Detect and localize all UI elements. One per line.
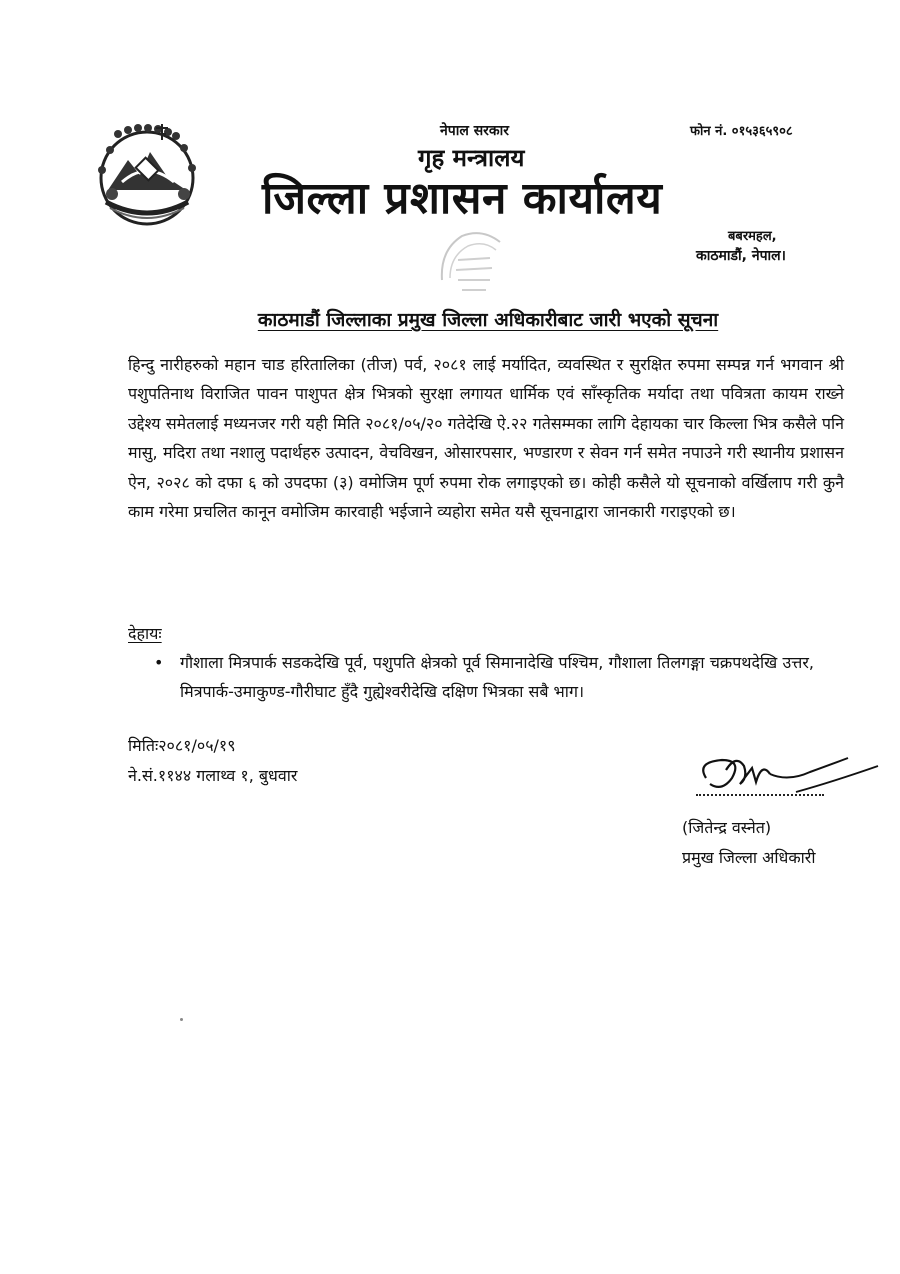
office-name: जिल्ला प्रशासन कार्यालय — [262, 173, 663, 224]
office-address-line1: बबरमहल, — [728, 229, 777, 244]
office-address-line2: काठमाडौं, नेपाल। — [696, 248, 786, 264]
faded-stamp-icon — [432, 220, 516, 304]
nepal-emblem-icon — [88, 120, 206, 232]
area-list — [150, 648, 814, 706]
scan-speck — [180, 1018, 183, 1021]
government-name: नेपाल सरकार — [440, 123, 510, 139]
ministry-name: गृह मन्त्रालय — [418, 144, 525, 172]
signature-icon — [692, 748, 882, 808]
list-item — [150, 648, 814, 706]
nepal-sambat-date: ने.सं.११४४ गलाथ्व १, बुधवार — [128, 766, 298, 785]
signature-line — [696, 794, 824, 796]
issue-date: मितिः२०८१/०५/१९ — [128, 736, 236, 755]
signer-name: (जितेन्द्र वस्नेत) — [682, 818, 772, 837]
signer-title: प्रमुख जिल्ला अधिकारी — [682, 848, 816, 867]
notice-title: काठमाडौं जिल्लाका प्रमुख जिल्ला अधिकारीबाट जारी भएको सूचना — [257, 309, 719, 331]
notice-body: हिन्दु नारीहरुको महान चाड हरितालिका (तीज) पर्व, २०८१ लाई मर्यादित, व्यवस्थित र सुरक्षित रुपमा सम्पन्न गर्न भगवान श्री पशुपतिनाथ विराजित पावन पाशुपत क्षेत्र भित्रको सुरक्षा लगायत धार्मिक एवं साँस्कृतिक मर्यादा तथा पवित्रता कायम राख्ने उद्देश्य समेतलाई मध्यनजर गरी यही मिति २०८१/०५/२० गतेदेखि ऐ.२२ गतेसम्मका लागि देहायका चार किल्ला भित्र कसैले पनि मासु, मदिरा तथा नशालु पदार्थहरु उत्पादन, वेचविखन, ओसारपसार, भण्डारण र सेवन गर्न समेत नपाउने गरी स्थानीय प्रशासन ऐन, २०२८ को दफा ६ को उपदफा (३) वमोजिम पूर्ण रुपमा रोक लगाइएको छ। कोही कसैले यो सूचनाको वर्खिलाप गरी कुनै काम गरेमा प्रचलित कानून वमोजिम कारवाही भईजाने व्यहोरा समेत यसै सूचनाद्वारा जानकारी गराइएको छ। — [128, 355, 844, 522]
area-description: गौशाला मित्रपार्क सडकदेखि पूर्व, पशुपति क्षेत्रको पूर्व सिमानादेखि पश्चिम, गौशाला तिलगङ्गा चक्रपथदेखि उत्तर, मित्रपार्क-उमाकुण्ड-गौरीघाट हुँदै गुह्येश्वरीदेखि दक्षिण भित्रका सबै भाग। — [180, 653, 814, 701]
bullet-icon: • — [154, 653, 164, 672]
office-phone: फोन नं. ०१५३६५९०८ — [690, 124, 793, 139]
areas-heading: देहायः — [128, 624, 162, 643]
